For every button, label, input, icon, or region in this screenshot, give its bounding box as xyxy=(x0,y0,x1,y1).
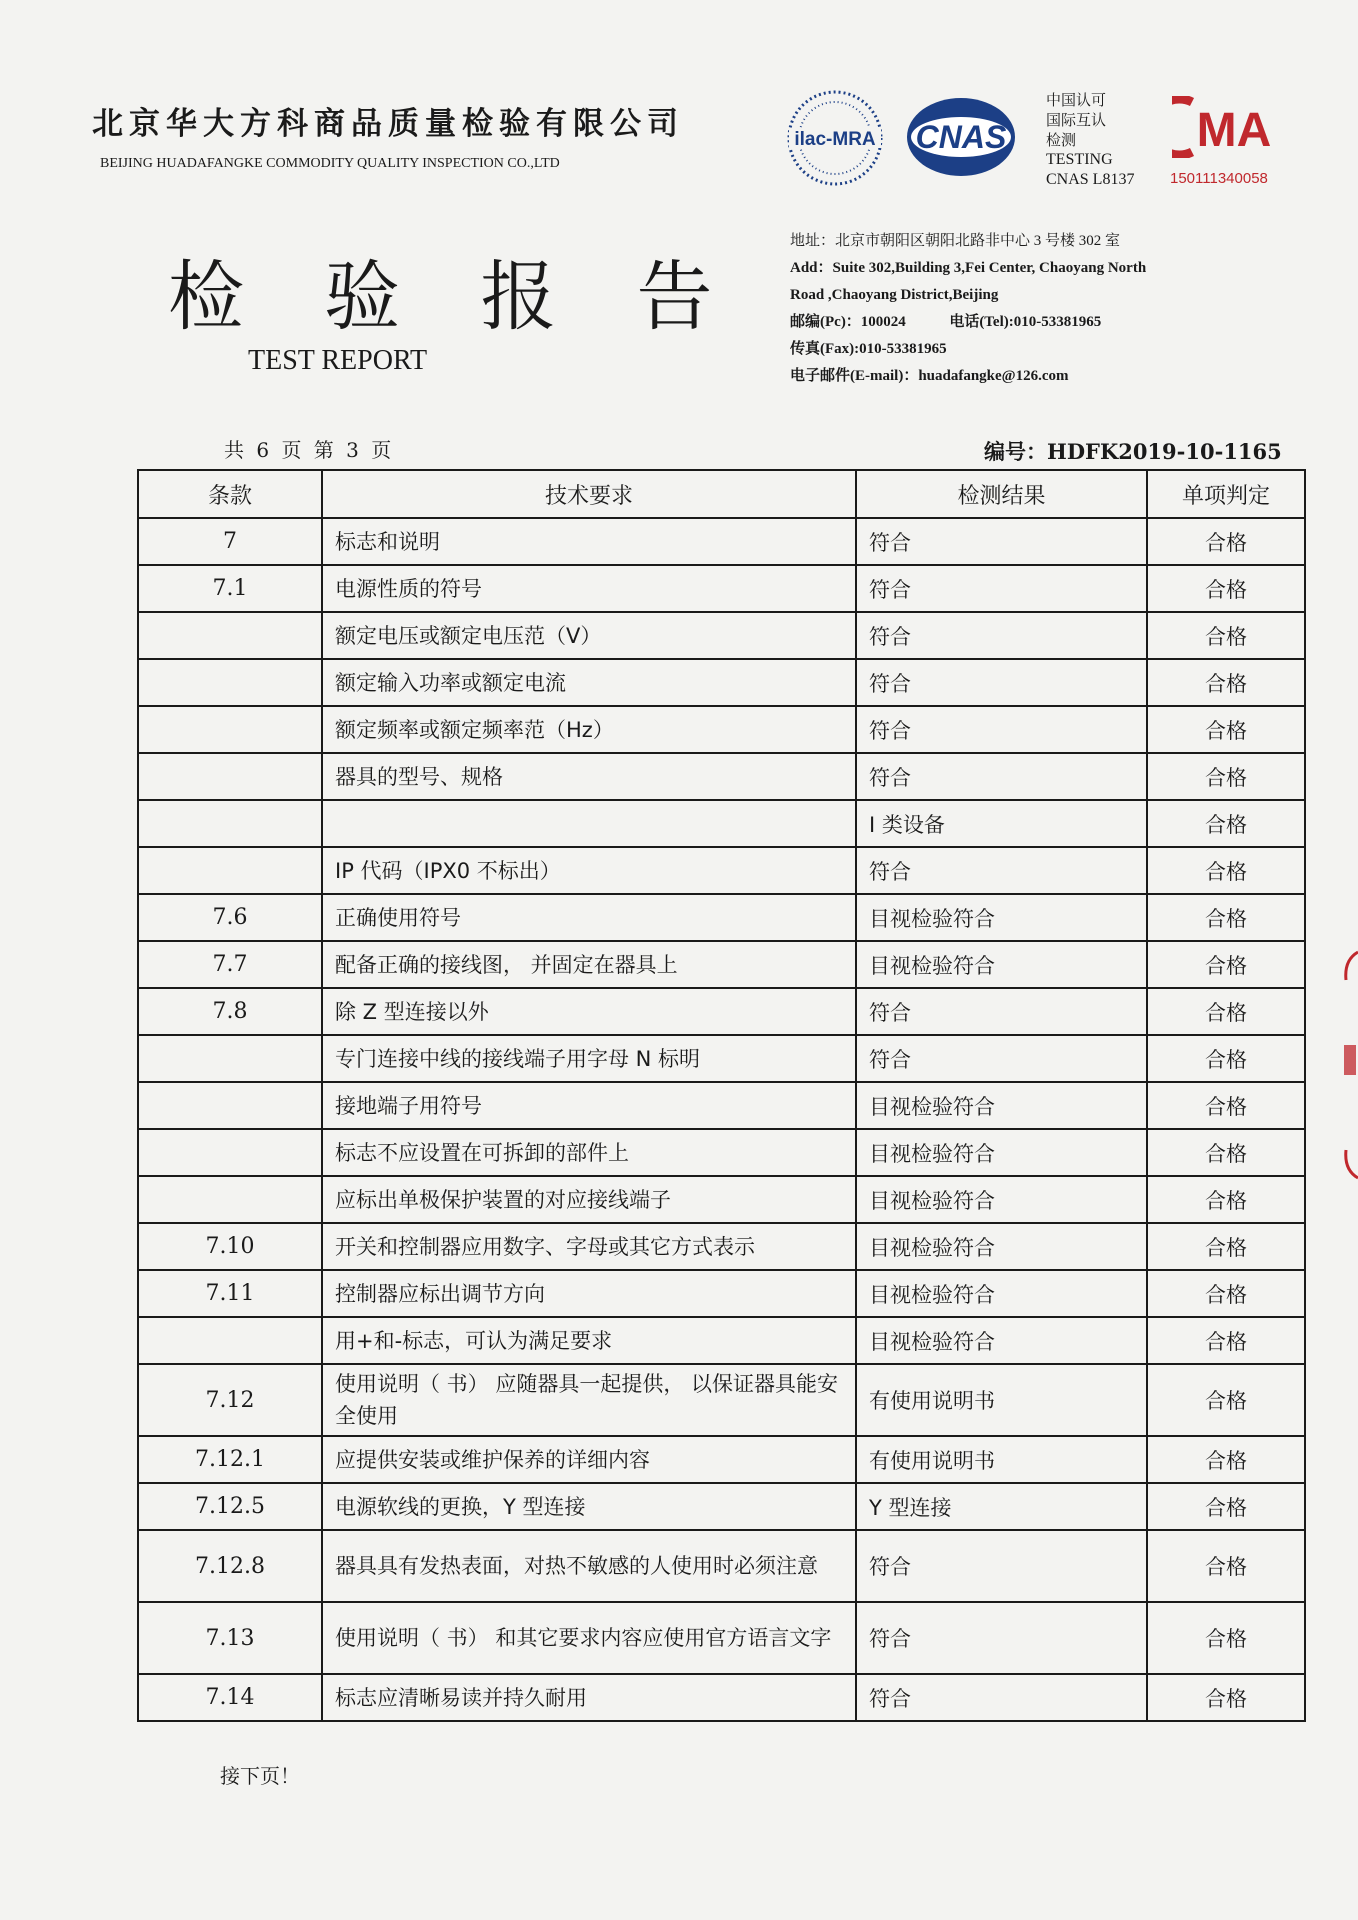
row-result: 符合 xyxy=(856,753,1147,800)
row-verdict: 合格 xyxy=(1147,1176,1305,1223)
row-result: 符合 xyxy=(856,1035,1147,1082)
row-verdict: 合格 xyxy=(1147,1223,1305,1270)
row-verdict: 合格 xyxy=(1147,988,1305,1035)
ilac-mra-logo-icon xyxy=(785,88,885,188)
header-verdict: 单项判定 xyxy=(1147,470,1305,518)
email: 电子邮件(E-mail)：huadafangke@126.com xyxy=(790,368,1069,384)
table-row xyxy=(138,1082,1305,1129)
row-clause: 7.11 xyxy=(138,1270,322,1317)
row-verdict: 合格 xyxy=(1147,753,1305,800)
table-header-row xyxy=(138,470,1305,518)
row-verdict: 合格 xyxy=(1147,1082,1305,1129)
header-requirement: 技术要求 xyxy=(322,470,856,518)
fax: 传真(Fax):010-53381965 xyxy=(790,341,947,357)
cma-text: MA xyxy=(1196,104,1272,157)
continued-note: 接下页！ xyxy=(220,1764,300,1788)
table-row xyxy=(138,894,1305,941)
table-row xyxy=(138,1035,1305,1082)
row-verdict: 合格 xyxy=(1147,941,1305,988)
row-clause: 7.12.5 xyxy=(138,1483,322,1530)
contact-block xyxy=(790,228,1146,390)
row-result: 符合 xyxy=(856,706,1147,753)
row-result: 目视检验符合 xyxy=(856,894,1147,941)
row-requirement: 电源性质的符号 xyxy=(322,565,856,612)
row-verdict: 合格 xyxy=(1147,1317,1305,1364)
table-row xyxy=(138,1176,1305,1223)
row-result: 符合 xyxy=(856,565,1147,612)
row-requirement: 使用说明（ 书） 和其它要求内容应使用官方语言文字 xyxy=(322,1602,856,1674)
table-row xyxy=(138,941,1305,988)
cert-line: CNAS L8137 xyxy=(1046,171,1135,188)
row-clause xyxy=(138,1317,322,1364)
cma-logo-icon xyxy=(1172,96,1276,158)
row-clause xyxy=(138,612,322,659)
row-clause xyxy=(138,1035,322,1082)
postcode: 邮编(Pc)：100024 xyxy=(790,314,906,330)
table-row xyxy=(138,1530,1305,1602)
row-requirement: 额定输入功率或额定电流 xyxy=(322,659,856,706)
cert-line: TESTING xyxy=(1046,151,1113,168)
row-result: 目视检验符合 xyxy=(856,1082,1147,1129)
row-verdict: 合格 xyxy=(1147,1270,1305,1317)
row-clause: 7 xyxy=(138,518,322,565)
row-clause: 7.14 xyxy=(138,1674,322,1721)
row-requirement: 额定电压或额定电压范（V） xyxy=(322,612,856,659)
company-name-cn: 北京华大方科商品质量检验有限公司 xyxy=(92,106,684,142)
table-row xyxy=(138,1223,1305,1270)
row-requirement: 标志不应设置在可拆卸的部件上 xyxy=(322,1129,856,1176)
row-requirement: 使用说明（ 书） 应随器具一起提供， 以保证器具能安全使用 xyxy=(322,1364,856,1436)
table-row xyxy=(138,1129,1305,1176)
row-result: 符合 xyxy=(856,659,1147,706)
row-requirement: 用+和-标志，可认为满足要求 xyxy=(322,1317,856,1364)
row-result: 符合 xyxy=(856,612,1147,659)
row-verdict: 合格 xyxy=(1147,565,1305,612)
cnas-text: CNAS xyxy=(915,119,1007,155)
row-clause: 7.7 xyxy=(138,941,322,988)
table-row xyxy=(138,1270,1305,1317)
row-clause xyxy=(138,1129,322,1176)
cnas-logo-icon xyxy=(905,96,1017,178)
row-requirement: 接地端子用符号 xyxy=(322,1082,856,1129)
row-requirement: 控制器应标出调节方向 xyxy=(322,1270,856,1317)
row-result: 目视检验符合 xyxy=(856,1270,1147,1317)
header-clause: 条款 xyxy=(138,470,322,518)
table-row xyxy=(138,659,1305,706)
row-verdict: 合格 xyxy=(1147,706,1305,753)
row-result: 符合 xyxy=(856,1674,1147,1721)
row-clause xyxy=(138,847,322,894)
cma-number: 150111340058 xyxy=(1170,170,1268,187)
row-requirement: 除 Z 型连接以外 xyxy=(322,988,856,1035)
table-row xyxy=(138,518,1305,565)
row-verdict: 合格 xyxy=(1147,1602,1305,1674)
row-result: 有使用说明书 xyxy=(856,1436,1147,1483)
row-requirement xyxy=(322,800,856,847)
row-clause: 7.12.8 xyxy=(138,1530,322,1602)
row-result: 目视检验符合 xyxy=(856,1317,1147,1364)
row-requirement: 专门连接中线的接线端子用字母 N 标明 xyxy=(322,1035,856,1082)
row-clause: 7.12 xyxy=(138,1364,322,1436)
row-requirement: 配备正确的接线图， 并固定在器具上 xyxy=(322,941,856,988)
row-requirement: 正确使用符号 xyxy=(322,894,856,941)
company-name-en: BEIJING HUADAFANGKE COMMODITY QUALITY INSPECTION CO.,LTD xyxy=(100,156,560,171)
table-row xyxy=(138,1674,1305,1721)
cert-text xyxy=(1046,90,1134,190)
row-result: 符合 xyxy=(856,847,1147,894)
address-en-line-1: Add：Suite 302,Building 3,Fei Center, Chaoyang North xyxy=(790,260,1147,276)
row-result: 目视检验符合 xyxy=(856,1223,1147,1270)
row-result: 符合 xyxy=(856,518,1147,565)
row-clause: 7.1 xyxy=(138,565,322,612)
report-title-cn: 检 验 报 告 xyxy=(168,252,741,341)
address-cn: 地址：北京市朝阳区朝阳北路非中心 3 号楼 302 室 xyxy=(790,233,1121,249)
postcode-tel xyxy=(790,309,1146,336)
seal-fragment-icon xyxy=(1340,950,1358,1180)
row-clause: 7.6 xyxy=(138,894,322,941)
row-verdict: 合格 xyxy=(1147,1364,1305,1436)
row-verdict: 合格 xyxy=(1147,1483,1305,1530)
row-requirement: IP 代码（IPX0 不标出） xyxy=(322,847,856,894)
row-requirement: 器具具有发热表面，对热不敏感的人使用时必须注意 xyxy=(322,1530,856,1602)
cert-line: 检测 xyxy=(1046,131,1077,149)
table-row xyxy=(138,753,1305,800)
row-result: Y 型连接 xyxy=(856,1483,1147,1530)
tel: 电话(Tel):010-53381965 xyxy=(949,314,1102,330)
row-clause xyxy=(138,753,322,800)
row-result: I 类设备 xyxy=(856,800,1147,847)
report-title-en: TEST REPORT xyxy=(248,345,428,376)
table-row xyxy=(138,1317,1305,1364)
row-result: 符合 xyxy=(856,1602,1147,1674)
row-verdict: 合格 xyxy=(1147,659,1305,706)
row-requirement: 电源软线的更换，Y 型连接 xyxy=(322,1483,856,1530)
row-verdict: 合格 xyxy=(1147,1436,1305,1483)
row-clause xyxy=(138,1082,322,1129)
page-info: 共 6 页 第 3 页 xyxy=(224,438,395,462)
row-verdict: 合格 xyxy=(1147,1035,1305,1082)
row-verdict: 合格 xyxy=(1147,847,1305,894)
row-requirement: 额定频率或额定频率范（Hz） xyxy=(322,706,856,753)
report-number: 编号：HDFK2019-10-1165 xyxy=(984,439,1282,464)
row-clause: 7.13 xyxy=(138,1602,322,1674)
row-clause xyxy=(138,659,322,706)
row-verdict: 合格 xyxy=(1147,1674,1305,1721)
row-requirement: 标志和说明 xyxy=(322,518,856,565)
address-en-line-2: Road ,Chaoyang District,Beijing xyxy=(790,287,999,303)
row-requirement: 标志应清晰易读并持久耐用 xyxy=(322,1674,856,1721)
row-clause: 7.8 xyxy=(138,988,322,1035)
header-result: 检测结果 xyxy=(856,470,1147,518)
row-result: 目视检验符合 xyxy=(856,1176,1147,1223)
table-row xyxy=(138,1364,1305,1436)
table-row xyxy=(138,612,1305,659)
table-row xyxy=(138,565,1305,612)
table-row xyxy=(138,988,1305,1035)
ilac-text: ilac-MRA xyxy=(794,129,876,150)
table-row xyxy=(138,1436,1305,1483)
row-result: 有使用说明书 xyxy=(856,1364,1147,1436)
row-verdict: 合格 xyxy=(1147,612,1305,659)
row-clause xyxy=(138,706,322,753)
table-row xyxy=(138,847,1305,894)
row-result: 目视检验符合 xyxy=(856,941,1147,988)
row-verdict: 合格 xyxy=(1147,518,1305,565)
cert-line: 国际互认 xyxy=(1046,111,1107,129)
row-result: 目视检验符合 xyxy=(856,1129,1147,1176)
table-row xyxy=(138,1483,1305,1530)
row-clause: 7.12.1 xyxy=(138,1436,322,1483)
row-requirement: 开关和控制器应用数字、字母或其它方式表示 xyxy=(322,1223,856,1270)
table-row xyxy=(138,1602,1305,1674)
row-clause xyxy=(138,1176,322,1223)
row-requirement: 器具的型号、规格 xyxy=(322,753,856,800)
row-requirement: 应标出单极保护装置的对应接线端子 xyxy=(322,1176,856,1223)
row-clause: 7.10 xyxy=(138,1223,322,1270)
row-verdict: 合格 xyxy=(1147,1129,1305,1176)
row-result: 符合 xyxy=(856,988,1147,1035)
row-clause xyxy=(138,800,322,847)
row-result: 符合 xyxy=(856,1530,1147,1602)
table-row xyxy=(138,706,1305,753)
inspection-table xyxy=(137,469,1306,1722)
cert-line: 中国认可 xyxy=(1046,91,1107,109)
table-row xyxy=(138,800,1305,847)
row-verdict: 合格 xyxy=(1147,894,1305,941)
row-verdict: 合格 xyxy=(1147,1530,1305,1602)
row-requirement: 应提供安装或维护保养的详细内容 xyxy=(322,1436,856,1483)
row-verdict: 合格 xyxy=(1147,800,1305,847)
